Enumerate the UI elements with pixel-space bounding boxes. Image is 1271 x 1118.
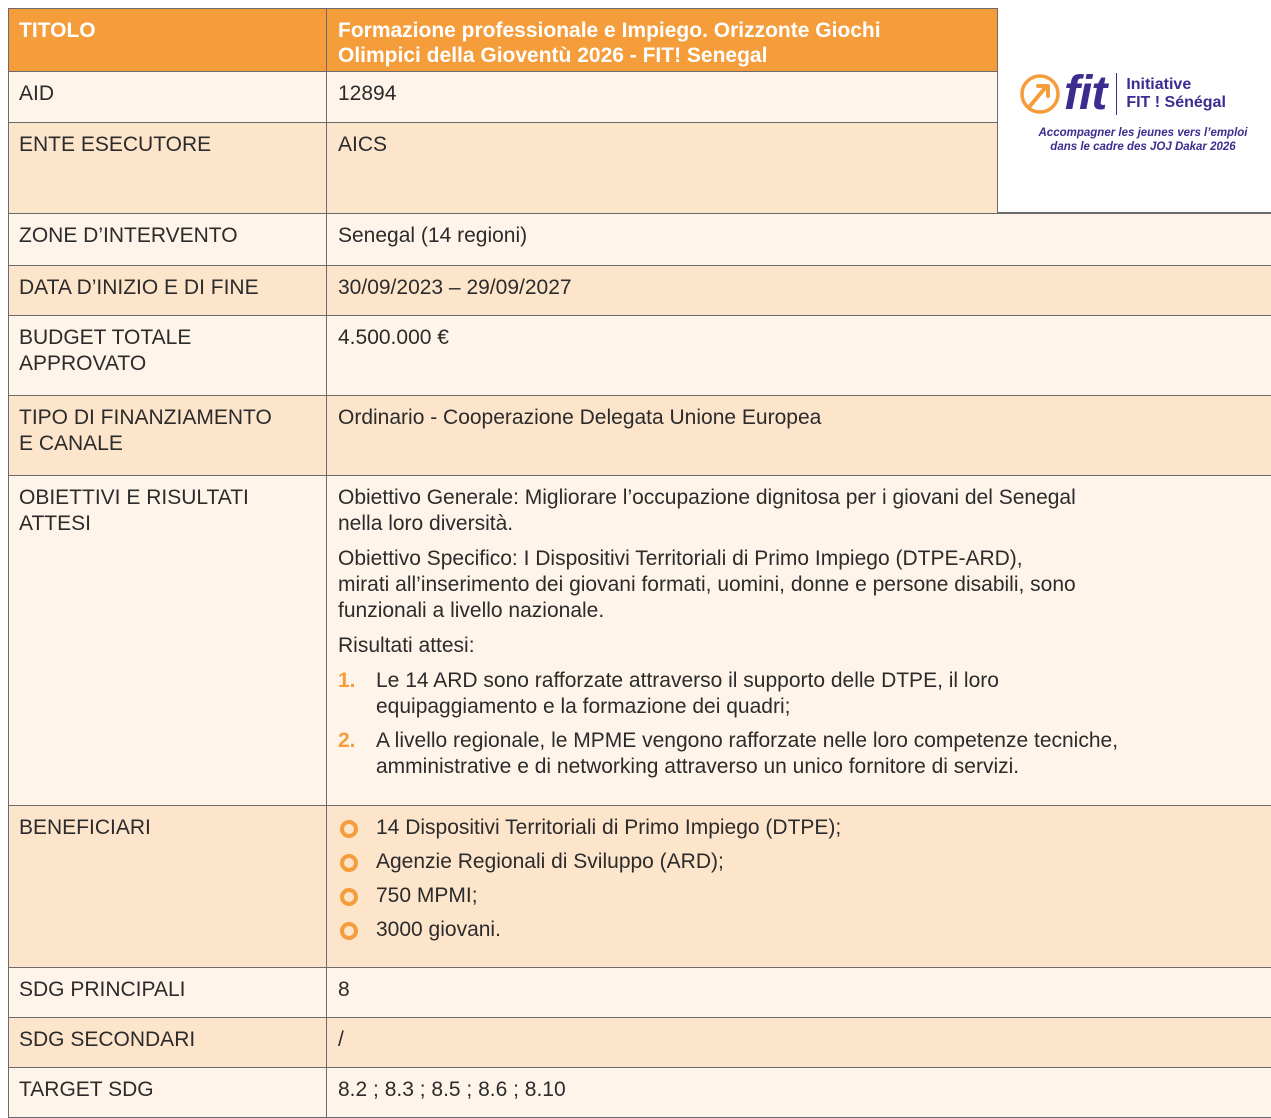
bullet-icon <box>340 820 358 838</box>
aid-label-cell <box>9 72 327 123</box>
beneficiaries-label: BENEFICIARI <box>19 816 151 839</box>
logo-tagline <box>1018 126 1268 154</box>
logo-tagline-line-2: dans le cadre des JOJ Dakar 2026 <box>1050 141 1236 153</box>
beneficiary-4: 3000 giovani. <box>376 918 501 941</box>
general-objective-line-2: nella loro diversità. <box>338 512 514 535</box>
budget-label-cell <box>9 316 327 396</box>
funding-label-line-1: TIPO DI FINANZIAMENTO <box>19 406 272 429</box>
list-item <box>338 849 1261 875</box>
zone-label: ZONE D’INTERVENTO <box>19 224 238 247</box>
aid-value: 12894 <box>338 82 397 105</box>
title-label-cell <box>9 9 327 72</box>
list-item <box>338 815 1261 841</box>
list-number: 2. <box>338 729 356 752</box>
logo-divider <box>1116 73 1117 115</box>
beneficiaries-list <box>338 815 1261 943</box>
sdg-secondary-label: SDG SECONDARI <box>19 1028 196 1051</box>
objectives-label-line-2: ATTESI <box>19 512 91 535</box>
bullet-icon <box>340 854 358 872</box>
date-label-cell <box>9 266 327 316</box>
running-figure-icon <box>1018 72 1062 116</box>
logo-box <box>997 8 1271 213</box>
aid-label: AID <box>19 82 55 105</box>
specific-objective-line-2: mirati all’inserimento dei giovani formati, uomini, donne e persone disabili, sono <box>338 573 1076 596</box>
sdg-main-value-cell <box>327 968 1271 1018</box>
sdg-target-label: TARGET SDG <box>19 1078 154 1101</box>
objectives-label-cell <box>9 476 327 806</box>
beneficiaries-label-cell <box>9 806 327 968</box>
sdg-target-value: 8.2 ; 8.3 ; 8.5 ; 8.6 ; 8.10 <box>338 1078 566 1101</box>
list-item <box>338 883 1261 909</box>
logo-initiative <box>1126 76 1226 112</box>
result-2-line-1: A livello regionale, le MPME vengono rafforzate nelle loro competenze tecniche, <box>376 729 1119 752</box>
sdg-secondary-label-cell <box>9 1018 327 1068</box>
list-item <box>338 917 1261 943</box>
beneficiary-1: 14 Dispositivi Territoriali di Primo Impiego (DTPE); <box>376 816 842 839</box>
title-line-1: Formazione professionale e Impiego. Orizzonte Giochi <box>338 19 881 42</box>
budget-value-cell <box>327 316 1271 396</box>
logo-brand-text: fit <box>1064 67 1107 120</box>
zone-label-cell <box>9 214 327 266</box>
list-item <box>338 728 1261 780</box>
expected-results-label: Risultati attesi: <box>338 634 475 657</box>
general-objective-line-1: Obiettivo Generale: Migliorare l’occupazione dignitosa per i giovani del Senegal <box>338 486 1076 509</box>
title-line-2: Olimpici della Gioventù 2026 - FIT! Senegal <box>338 44 768 67</box>
bullet-icon <box>340 922 358 940</box>
list-item <box>338 668 1261 720</box>
budget-label-line-1: BUDGET TOTALE <box>19 326 192 349</box>
ente-label-cell <box>9 123 327 214</box>
specific-objective-line-1: Obiettivo Specifico: I Dispositivi Territoriali di Primo Impiego (DTPE-ARD), <box>338 547 1023 570</box>
fit-logo <box>1018 67 1268 154</box>
funding-label-line-2: E CANALE <box>19 432 123 455</box>
sdg-target-label-cell <box>9 1068 327 1118</box>
result-2-line-2: amministrative e di networking attraverso un unico fornitore di servizi. <box>376 755 1020 778</box>
sdg-main-label: SDG PRINCIPALI <box>19 978 186 1001</box>
sdg-secondary-value: / <box>338 1028 344 1051</box>
objectives-label-line-1: OBIETTIVI E RISULTATI <box>19 486 249 509</box>
zone-value: Senegal (14 regioni) <box>338 224 528 247</box>
general-objective <box>338 485 1261 537</box>
logo-initiative-line-2: FIT ! Sénégal <box>1126 94 1226 111</box>
funding-value-cell <box>327 396 1271 476</box>
title-label: TITOLO <box>19 19 96 42</box>
beneficiary-3: 750 MPMI; <box>376 884 478 907</box>
ente-label: ENTE ESECUTORE <box>19 133 212 156</box>
sdg-main-label-cell <box>9 968 327 1018</box>
zone-value-cell <box>327 214 1271 266</box>
date-value-cell <box>327 266 1271 316</box>
specific-objective <box>338 546 1261 624</box>
budget-value: 4.500.000 € <box>338 326 449 349</box>
sdg-target-value-cell <box>327 1068 1271 1118</box>
logo-initiative-line-1: Initiative <box>1126 76 1192 93</box>
budget-label-line-2: APPROVATO <box>19 352 147 375</box>
list-number: 1. <box>338 669 356 692</box>
expected-results-list <box>338 668 1261 780</box>
result-1-line-1: Le 14 ARD sono rafforzate attraverso il supporto delle DTPE, il loro <box>376 669 999 692</box>
bullet-icon <box>340 888 358 906</box>
funding-label-cell <box>9 396 327 476</box>
date-value: 30/09/2023 – 29/09/2027 <box>338 276 572 299</box>
ente-value: AICS <box>338 133 388 156</box>
beneficiaries-value-cell <box>327 806 1271 968</box>
logo-tagline-line-1: Accompagner les jeunes vers l’emploi <box>1038 127 1248 139</box>
objectives-value-cell <box>327 476 1271 806</box>
beneficiary-2: Agenzie Regionali di Sviluppo (ARD); <box>376 850 724 873</box>
funding-value: Ordinario - Cooperazione Delegata Unione Europea <box>338 406 822 429</box>
date-label: DATA D’INIZIO E DI FINE <box>19 276 259 299</box>
specific-objective-line-3: funzionali a livello nazionale. <box>338 599 605 622</box>
sdg-secondary-value-cell <box>327 1018 1271 1068</box>
result-1-line-2: equipaggiamento e la formazione dei quadri; <box>376 695 791 718</box>
sdg-main-value: 8 <box>338 978 350 1001</box>
